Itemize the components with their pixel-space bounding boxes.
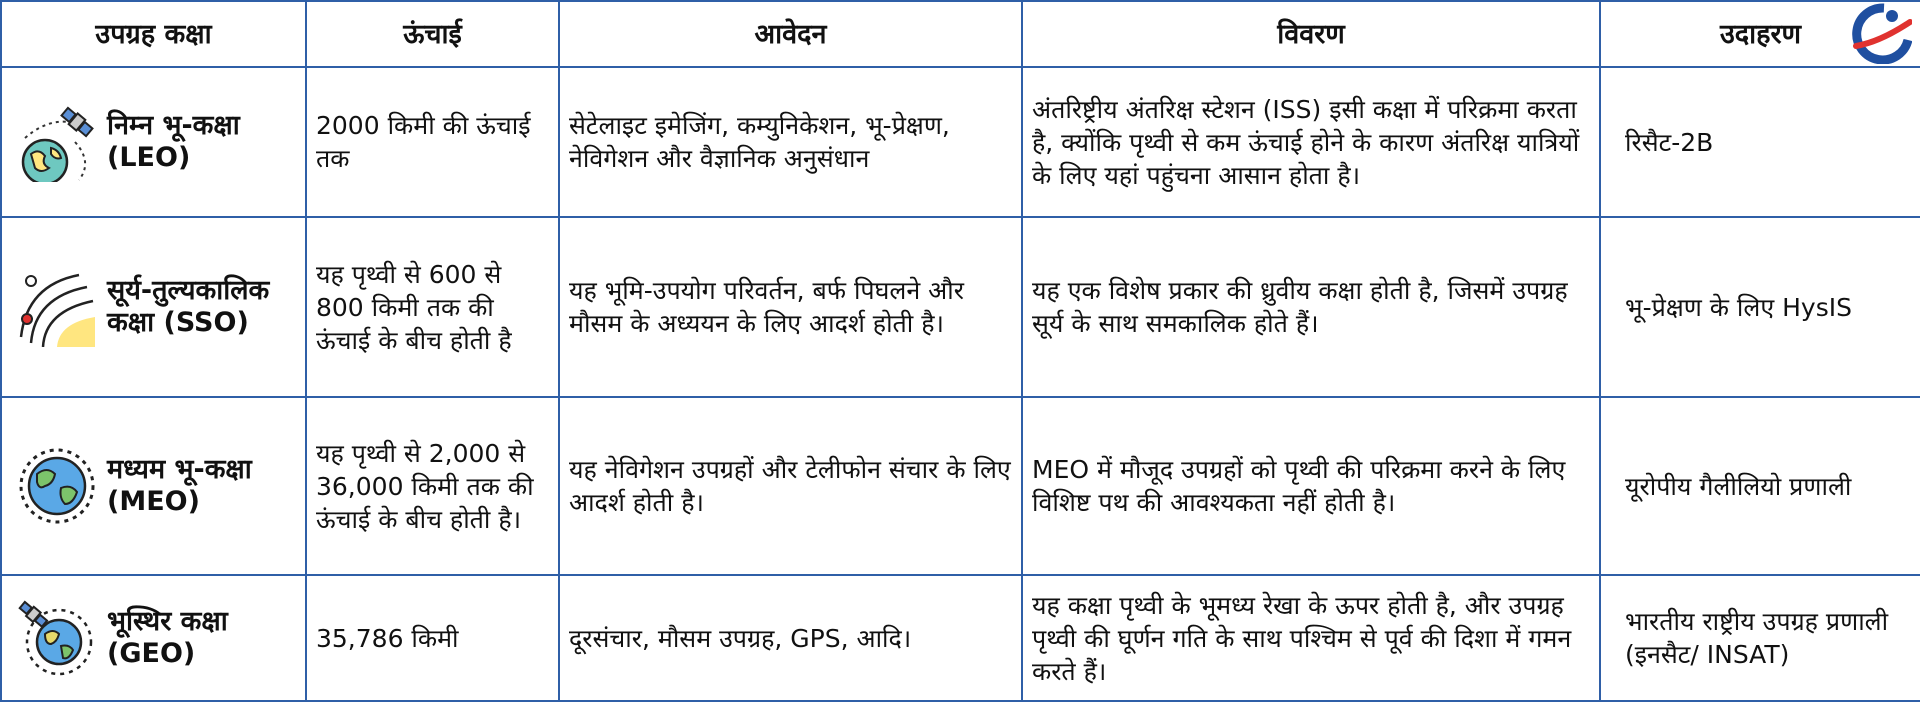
example-cell: यूरोपीय गैलीलियो प्रणाली	[1600, 397, 1920, 575]
sun-sync-orbit-icon	[17, 267, 97, 347]
orbit-name-cell	[1, 217, 306, 397]
header-application: आवेदन	[559, 1, 1022, 67]
header-example: उदाहरण	[1600, 1, 1920, 67]
header-description: विवरण	[1022, 1, 1600, 67]
meo-earth-orbit-icon	[17, 446, 97, 526]
altitude-cell: 35,786 किमी	[306, 575, 559, 701]
application-cell: यह भूमि-उपयोग परिवर्तन, बर्फ पिघलने और मौसम के अध्ययन के लिए आदर्श होती है।	[559, 217, 1022, 397]
orbit-name-cell	[1, 397, 306, 575]
orbit-name-cell	[1, 67, 306, 217]
altitude-cell: यह पृथ्वी से 2,000 से 36,000 किमी तक की ऊंचाई के बीच होती है।	[306, 397, 559, 575]
orbit-name-cell	[1, 575, 306, 701]
orbit-name: निम्न भू-कक्षा (LEO)	[107, 110, 240, 173]
example-cell: रिसैट-2B	[1600, 67, 1920, 217]
leo-satellite-icon	[17, 102, 97, 182]
geo-satellite-earth-icon	[17, 598, 97, 678]
description-cell: यह एक विशेष प्रकार की ध्रुवीय कक्षा होती है, जिसमें उपग्रह सूर्य के साथ समकालिक होते हैं।	[1022, 217, 1600, 397]
header-orbit: उपग्रह कक्षा	[1, 1, 306, 67]
description-cell: अंतरिष्ट्रीय अंतरिक्ष स्टेशन (ISS) इसी कक्षा में परिक्रमा करता है, क्योंकि पृथ्वी से कम ऊंचाई होने के कारण अंतरिक्ष यात्रियों के लिए यहां पहुंचना आसान होता है।	[1022, 67, 1600, 217]
table-row	[1, 67, 1920, 217]
description-cell: यह कक्षा पृथ्वी के भूमध्य रेखा के ऊपर होती है, और उपग्रह पृथ्वी की घूर्णन गति के साथ पश्चिम से पूर्व की दिशा में गमन करते हैं।	[1022, 575, 1600, 701]
example-cell: भू-प्रेक्षण के लिए HysIS	[1600, 217, 1920, 397]
orbit-name: सूर्य-तुल्यकालिक कक्षा (SSO)	[107, 275, 270, 338]
table-row	[1, 397, 1920, 575]
example-cell: भारतीय राष्ट्रीय उपग्रह प्रणाली (इनसैट/ INSAT)	[1600, 575, 1920, 701]
brand-logo-icon	[1848, 2, 1912, 64]
table-row	[1, 217, 1920, 397]
table-row	[1, 575, 1920, 701]
altitude-cell: यह पृथ्वी से 600 से 800 किमी तक की ऊंचाई के बीच होती है	[306, 217, 559, 397]
description-cell: MEO में मौजूद उपग्रहों को पृथ्वी की परिक्रमा करने के लिए विशिष्ट पथ की आवश्यकता नहीं होती है।	[1022, 397, 1600, 575]
application-cell: दूरसंचार, मौसम उपग्रह, GPS, आदि।	[559, 575, 1022, 701]
orbit-name: मध्यम भू-कक्षा (MEO)	[107, 454, 252, 517]
application-cell: यह नेविगेशन उपग्रहों और टेलीफोन संचार के लिए आदर्श होती है।	[559, 397, 1022, 575]
header-altitude: ऊंचाई	[306, 1, 559, 67]
header-row	[1, 1, 1920, 67]
application-cell: सेटेलाइट इमेजिंग, कम्युनिकेशन, भू-प्रेक्षण, नेविगेशन और वैज्ञानिक अनुसंधान	[559, 67, 1022, 217]
altitude-cell: 2000 किमी की ऊंचाई तक	[306, 67, 559, 217]
orbit-name: भूस्थिर कक्षा (GEO)	[107, 606, 228, 669]
